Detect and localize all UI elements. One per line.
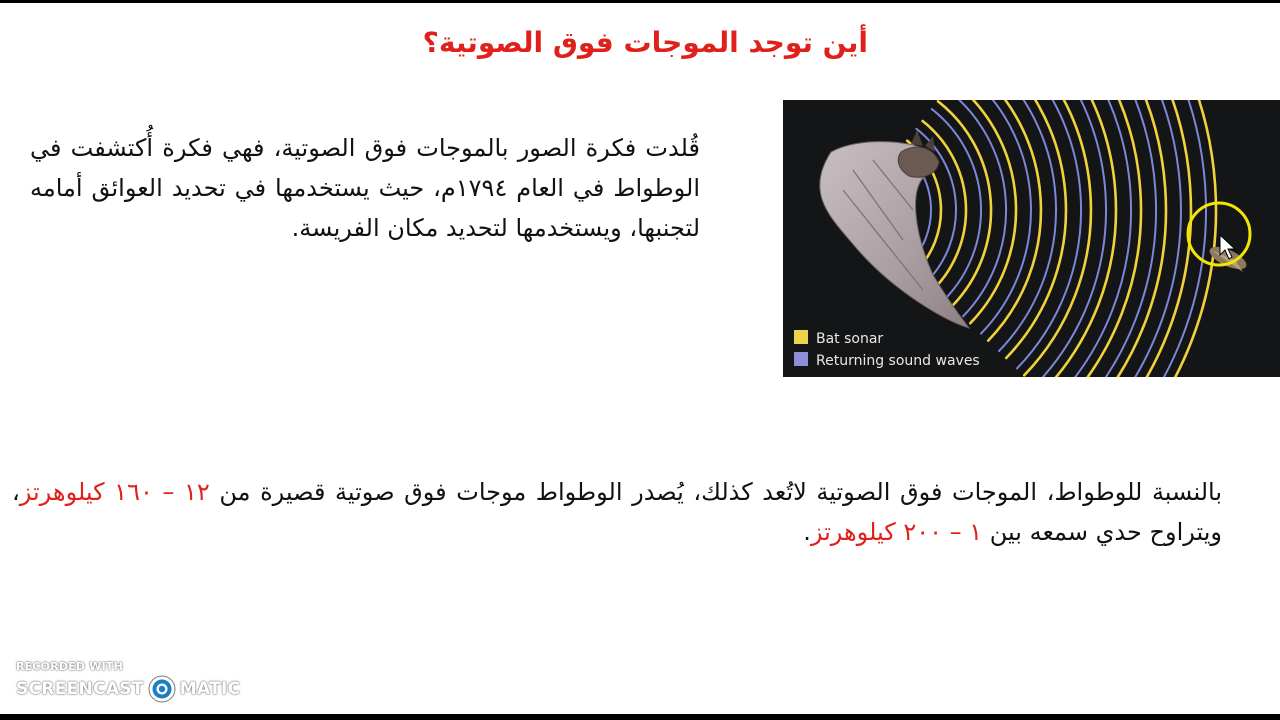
sonar-waves — [901, 100, 1216, 377]
bat-image — [820, 130, 969, 328]
figure-legend — [794, 330, 980, 369]
returning-wave-arc — [1009, 100, 1106, 377]
frequency-paragraph — [12, 472, 1222, 552]
returning-wave-arc — [1070, 100, 1206, 377]
legend-label-returning-waves: Returning sound waves — [816, 353, 980, 369]
watermark-recorded-with: RECORDED WITH — [16, 660, 124, 673]
frequency-text-part1: بالنسبة للوطواط، الموجات فوق الصوتية لاتُعد كذلك، يُصدر الوطواط موجات فوق صوتية قصيرة من — [209, 478, 1223, 506]
watermark-matic: MATIC — [179, 679, 241, 699]
screencast-logo-icon — [148, 675, 176, 703]
returning-wave-arc — [993, 100, 1081, 368]
bat-sonar-figure — [783, 100, 1280, 377]
bottom-border — [0, 714, 1280, 720]
intro-paragraph: قُلدت فكرة الصور بالموجات فوق الصوتية، فهي فكرة أُكتشفت في الوطواط في العام ١٧٩٤م، حيث يستخدمها في تحديد العوائق أمامه لتجنبها، ويستخدمها لتحديد مكان الفريسة. — [30, 134, 701, 242]
hearing-range: ١ – ٢٠٠ كيلوهرتز — [810, 518, 983, 546]
legend-swatch-returning-waves — [794, 352, 808, 366]
watermark-screencast: SCREENCAST — [16, 679, 144, 699]
bat-sonar-illustration — [783, 100, 1280, 377]
legend-swatch-bat-sonar — [794, 330, 808, 344]
screencast-watermark — [16, 660, 240, 703]
slide-title: أين توجد الموجات فوق الصوتية؟ — [422, 26, 868, 59]
top-border — [0, 0, 1280, 3]
frequency-text-part3: . — [803, 518, 811, 546]
legend-label-bat-sonar: Bat sonar — [816, 331, 884, 347]
frequency-text-part2: ، ويتراوح حدي سمعه بين — [12, 478, 1222, 546]
emission-range: ١٢ – ١٦٠ كيلوهرتز — [19, 478, 210, 506]
